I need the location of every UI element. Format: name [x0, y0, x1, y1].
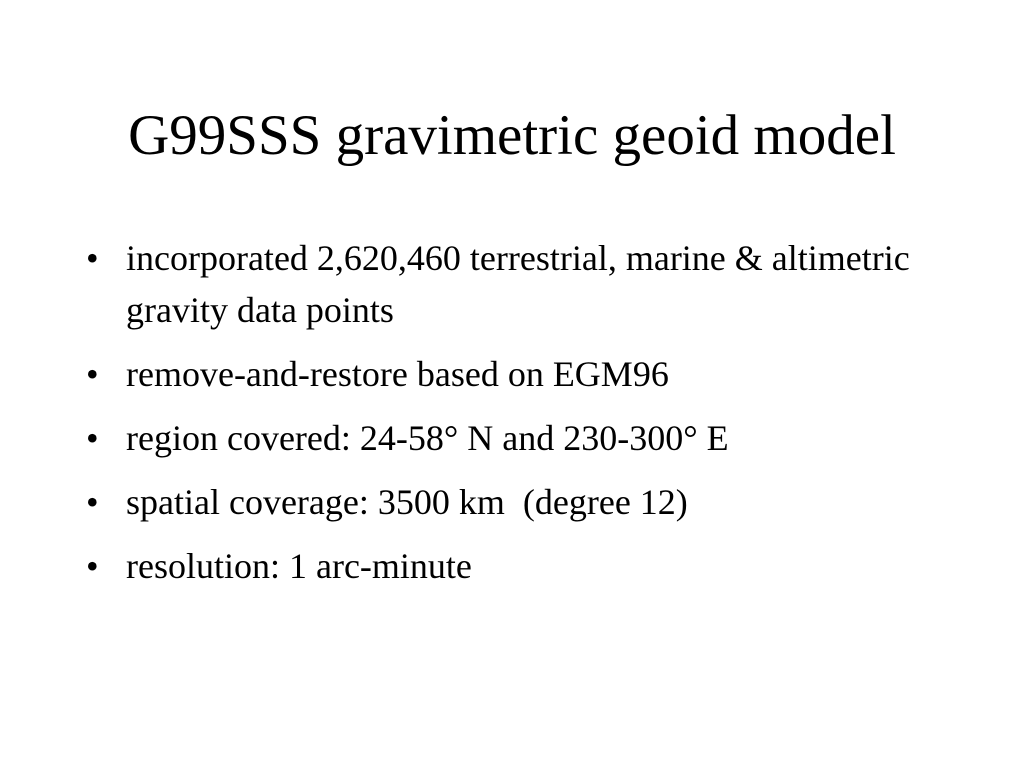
bullet-text: region covered: 24-58° N and 230-300° E: [126, 418, 729, 458]
bullet-marker: •: [86, 418, 99, 458]
bullet-marker: •: [86, 482, 99, 522]
bullet-marker: •: [86, 546, 99, 586]
bullet-marker: •: [86, 354, 99, 394]
bullet-text: incorporated 2,620,460 terrestrial, marine & altimetric gravity data points: [126, 238, 910, 330]
bullet-item-remove-restore: [86, 348, 956, 400]
bullet-marker: •: [86, 238, 99, 278]
bullet-item-spatial-coverage: [86, 476, 956, 528]
slide-title: G99SSS gravimetric geoid model: [128, 104, 896, 167]
bullet-text: spatial coverage: 3500 km (degree 12): [126, 482, 688, 522]
bullet-text: resolution: 1 arc-minute: [126, 546, 472, 586]
bullet-item-region: [86, 412, 956, 464]
bullet-item-gravity-data: [86, 232, 956, 336]
bullet-item-resolution: [86, 540, 956, 592]
bullet-list: [86, 232, 956, 604]
bullet-text: remove-and-restore based on EGM96: [126, 354, 669, 394]
